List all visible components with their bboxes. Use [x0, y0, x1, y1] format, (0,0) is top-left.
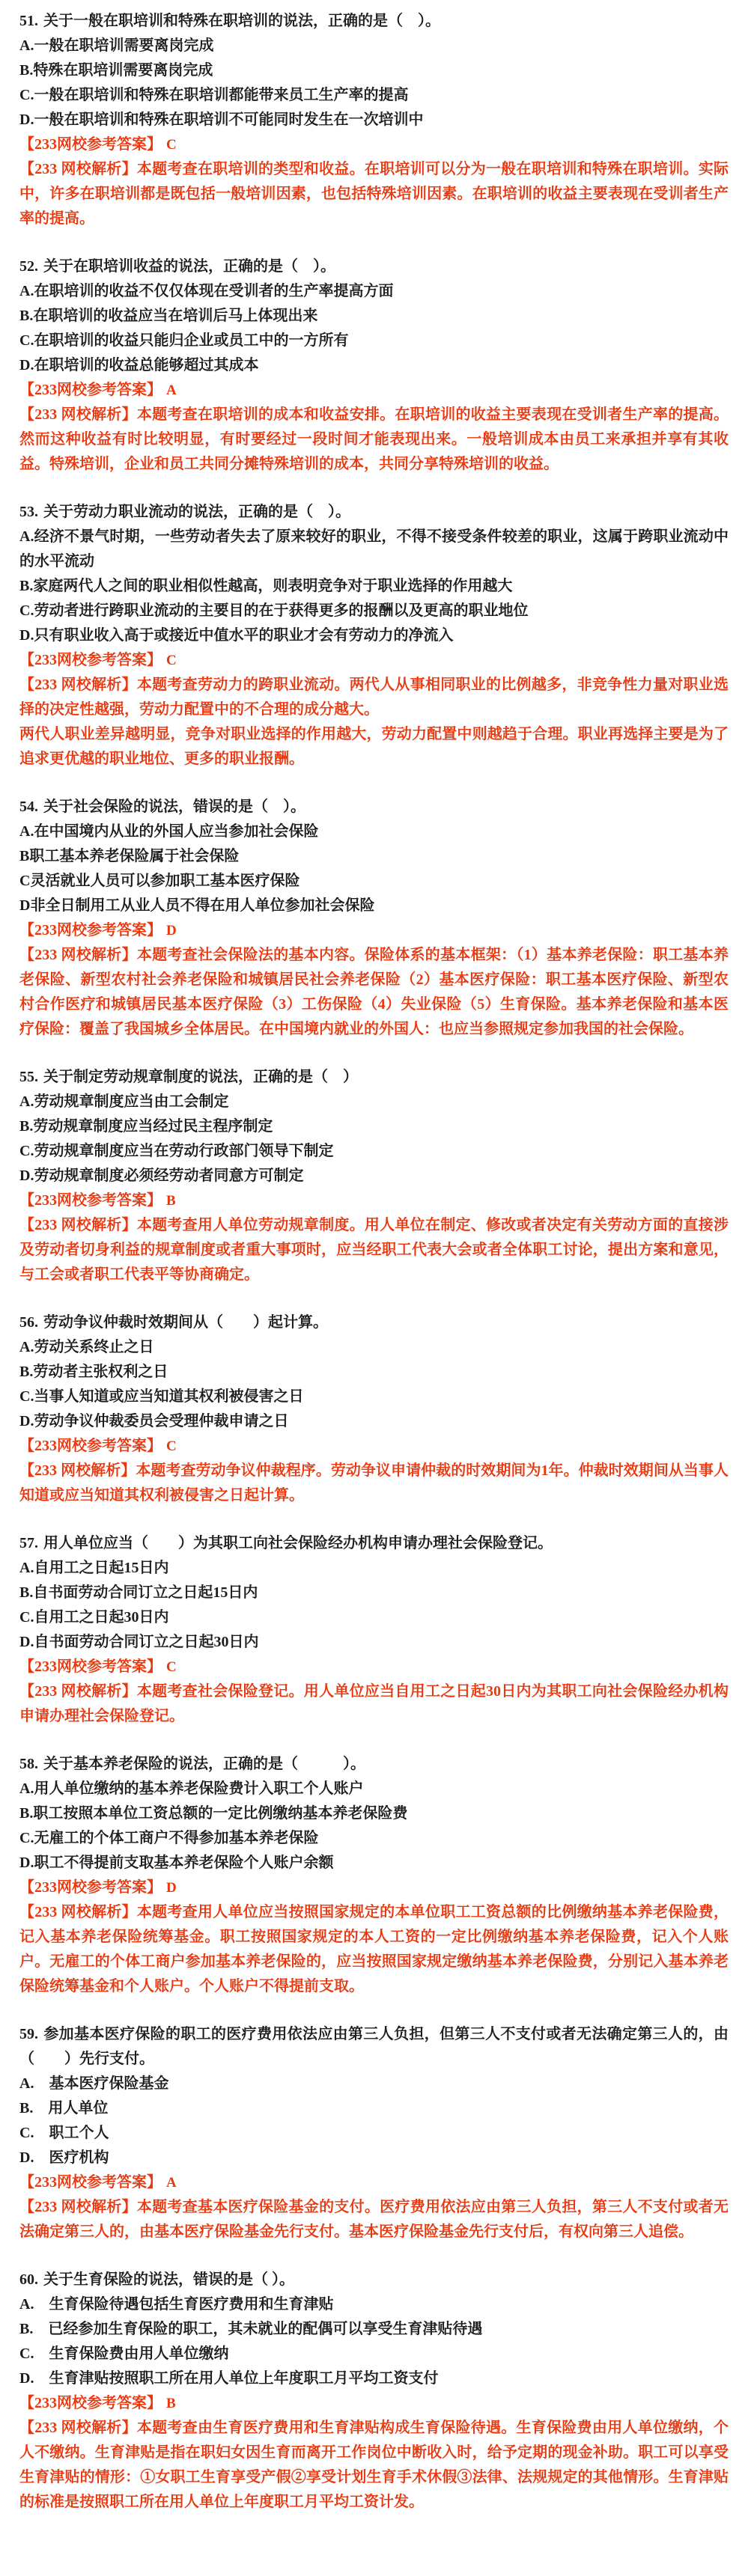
analysis-label: 【233 网校解析】 — [19, 1462, 136, 1479]
analysis-paragraph — [19, 2416, 729, 2515]
analysis-label: 【233 网校解析】 — [19, 947, 137, 963]
question-block-58 — [19, 1752, 729, 1999]
question-block-54 — [19, 795, 729, 1042]
question-number: 59. — [19, 2026, 38, 2042]
option-a: A.劳动关系终止之日 — [19, 1339, 154, 1355]
analysis-text: 本题考查基本医疗保险基金的支付。医疗费用依法应由第三人负担，第三人不支付或者无法确定第三人的，由基本医疗保险基金先行支付。基本医疗保险基金先行支付后，有权向第三人追偿。 — [19, 2199, 729, 2240]
question-text: 劳动争议仲裁时效期间从（ ）起计算。 — [43, 1314, 328, 1331]
option-a: A.在职培训的收益不仅仅体现在受训者的生产率提高方面 — [19, 283, 394, 299]
option-b: B职工基本养老保险属于社会保险 — [19, 848, 240, 864]
analysis-text: 本题考查用人单位应当按照国家规定的本单位职工工资总额的比例缴纳基本养老保险费，记入基本养老保险统筹基金。职工按照国家规定的本人工资的一定比例缴纳基本养老保险费，记入个人账户。无雇工的个体工商户参加基本养老保险的，应当按照国家规定缴纳基本养老保险费，分别记入基本养老保险统筹基金和个人账户。个人账户不得提前支取。 — [19, 1904, 729, 1994]
answer-value: D — [166, 1880, 177, 1896]
answer-value: D — [166, 923, 177, 938]
question-number: 57. — [19, 1535, 38, 1551]
answer-value: C — [166, 653, 177, 668]
analysis-text: 本题考查社会保险法的基本内容。保险体系的基本框架：（1）基本养老保险：职工基本养老保险、新型农村社会养老保险和城镇居民社会养老保险（2）基本医疗保险：职工基本医疗保险、新型农村合作医疗和城镇居民基本医疗保险（3）工伤保险（4）失业保险（5）生育保险。基本养老保险和基本医疗保险：覆盖了我国城乡全体居民。在中国境内就业的外国人：也应当参照规定参加我国的社会保险。 — [19, 947, 729, 1037]
question-block-52 — [19, 254, 729, 477]
answer-label: 【233网校参考答案】 — [19, 652, 162, 668]
option-c: C. 生育保险费由用人单位缴纳 — [19, 2345, 229, 2362]
answer-label: 【233网校参考答案】 — [19, 2395, 162, 2411]
option-c: C.无雇工的个体工商户不得参加基本养老保险 — [19, 1830, 319, 1846]
option-c: C.在职培训的收益只能归企业或员工中的一方所有 — [19, 332, 349, 349]
analysis-paragraph — [19, 1900, 729, 1999]
option-d: D.职工不得提前支取基本养老保险个人账户余额 — [19, 1855, 334, 1871]
analysis-label: 【233 网校解析】 — [19, 2420, 137, 2436]
answer-value: C — [166, 1438, 177, 1454]
answer-line — [19, 1875, 729, 1900]
option-d: D.劳动规章制度必须经劳动者同意方可制定 — [19, 1168, 304, 1184]
option-b: B.特殊在职培训需要离岗完成 — [19, 62, 213, 79]
option-b: B.自书面劳动合同订立之日起15日内 — [19, 1584, 258, 1601]
question-text: 关于制定劳动规章制度的说法，正确的是（ ） — [43, 1069, 358, 1085]
analysis-paragraph — [19, 1679, 729, 1729]
answer-label: 【233网校参考答案】 — [19, 1879, 162, 1896]
option-b: B.在职培训的收益应当在培训后马上体现出来 — [19, 308, 318, 324]
answer-value: A — [166, 2175, 177, 2191]
analysis-text: 本题考查社会保险登记。用人单位应当自用工之日起30日内为其职工向社会保险经办机构申请办理社会保险登记。 — [19, 1683, 729, 1724]
question-block-59 — [19, 2022, 729, 2244]
option-d: D.自书面劳动合同订立之日起30日内 — [19, 1634, 259, 1650]
question-number: 58. — [19, 1756, 38, 1772]
question-block-57 — [19, 1531, 729, 1729]
option-b: B. 用人单位 — [19, 2100, 109, 2116]
analysis-paragraph — [19, 2195, 729, 2244]
answer-value: A — [166, 382, 177, 398]
analysis-label: 【233 网校解析】 — [19, 1904, 137, 1920]
analysis-paragraph — [19, 403, 729, 477]
question-block-51 — [19, 9, 729, 231]
answer-label: 【233网校参考答案】 — [19, 2174, 162, 2191]
option-d: D. 医疗机构 — [19, 2149, 109, 2166]
analysis-text: 本题考查用人单位劳动规章制度。用人单位在制定、修改或者决定有关劳动方面的直接涉及劳动者切身利益的规章制度或者重大事项时，应当经职工代表大会或者全体职工讨论，提出方案和意见，与工会或者职工代表平等协商确定。 — [19, 1217, 729, 1283]
answer-value: B — [166, 1193, 176, 1209]
question-stem — [19, 2022, 729, 2072]
question-stem — [19, 1065, 729, 1090]
option-c: C.自用工之日起30日内 — [19, 1609, 169, 1626]
option-a: A. 生育保险待遇包括生育医疗费用和生育津贴 — [19, 2296, 334, 2313]
analysis-paragraph: 两代人职业差异越明显，竞争对职业选择的作用越大，劳动力配置中则越趋于合理。职业再选择主要是为了追求更优越的职业地位、更多的职业报酬。 — [19, 726, 729, 767]
question-number: 51. — [19, 13, 38, 29]
answer-value: B — [166, 2396, 176, 2411]
analysis-paragraph — [19, 943, 729, 1042]
analysis-label: 【233 网校解析】 — [19, 1217, 137, 1233]
answer-value: C — [166, 137, 177, 153]
analysis-text: 本题考查由生育医疗费用和生育津贴构成生育保险待遇。生育保险费由用人单位缴纳，个人不缴纳。生育津贴是指在职妇女因生育而离开工作岗位中断收入时，给予定期的现金补助。职工可以享受生育津贴的情形：①女职工生育享受产假②享受计划生育手术休假③法律、法规规定的其他情形。生育津贴的标准是按照职工所在用人单位上年度职工月平均工资计发。 — [19, 2420, 729, 2510]
option-a: A.一般在职培训需要离岗完成 — [19, 37, 214, 54]
analysis-label: 【233 网校解析】 — [19, 677, 137, 693]
option-a: A.自用工之日起15日内 — [19, 1560, 169, 1576]
question-text: 关于在职培训收益的说法，正确的是（ ）。 — [43, 258, 335, 275]
answer-label: 【233网校参考答案】 — [19, 1658, 162, 1675]
answer-label: 【233网校参考答案】 — [19, 1438, 162, 1454]
option-d: D.只有职业收入高于或接近中值水平的职业才会有劳动力的净流入 — [19, 627, 454, 644]
answer-label: 【233网校参考答案】 — [19, 136, 162, 153]
option-b: B.劳动规章制度应当经过民主程序制定 — [19, 1118, 273, 1135]
option-b: B.劳动者主张权利之日 — [19, 1364, 168, 1380]
analysis-label: 【233 网校解析】 — [19, 161, 137, 177]
option-a: A.在中国境内从业的外国人应当参加社会保险 — [19, 823, 319, 840]
answer-line — [19, 1655, 729, 1679]
answer-value: C — [166, 1659, 177, 1675]
question-stem — [19, 1310, 729, 1335]
question-number: 55. — [19, 1069, 38, 1085]
answer-line — [19, 1434, 729, 1459]
question-text: 关于劳动力职业流动的说法，正确的是（ ）。 — [43, 504, 350, 520]
analysis-text: 本题考查劳动争议仲裁程序。劳动争议申请仲裁的时效期间为1年。仲裁时效期间从当事人知道或应当知道其权利被侵害之日起计算。 — [19, 1462, 729, 1504]
option-c: C.当事人知道或应当知道其权利被侵害之日 — [19, 1388, 304, 1405]
answer-line — [19, 648, 729, 673]
analysis-text: 本题考查在职培训的类型和收益。在职培训可以分为一般在职培训和特殊在职培训。实际中，许多在职培训都是既包括一般培训因素，也包括特殊培训因素。在职培训的收益主要表现在受训者生产率的提高。 — [19, 161, 729, 227]
answer-line — [19, 378, 729, 403]
question-number: 56. — [19, 1314, 38, 1331]
option-a: A.经济不景气时期，一些劳动者失去了原来较好的职业，不得不接受条件较差的职业，这属于跨职业流动中的水平流动 — [19, 528, 729, 570]
question-number: 53. — [19, 504, 38, 520]
answer-line — [19, 918, 729, 943]
option-a: A.劳动规章制度应当由工会制定 — [19, 1093, 229, 1110]
analysis-paragraph — [19, 157, 729, 231]
question-text: 参加基本医疗保险的职工的医疗费用依法应由第三人负担，但第三人不支付或者无法确定第三人的，由（ ）先行支付。 — [19, 2026, 729, 2067]
option-c: C. 职工个人 — [19, 2125, 109, 2141]
option-d: D. 生育津贴按照职工所在用人单位上年度职工月平均工资支付 — [19, 2370, 439, 2387]
option-b: B.家庭两代人之间的职业相似性越高，则表明竞争对于职业选择的作用越大 — [19, 578, 513, 594]
question-number: 60. — [19, 2271, 38, 2288]
question-number: 54. — [19, 799, 38, 815]
option-d: D非全日制用工从业人员不得在用人单位参加社会保险 — [19, 897, 375, 914]
analysis-paragraph — [19, 1213, 729, 1287]
answer-label: 【233网校参考答案】 — [19, 922, 162, 938]
analysis-label: 【233 网校解析】 — [19, 1683, 137, 1700]
question-block-60 — [19, 2268, 729, 2515]
question-stem — [19, 254, 729, 279]
option-a: A. 基本医疗保险基金 — [19, 2075, 169, 2092]
option-c: C.劳动者进行跨职业流动的主要目的在于获得更多的报酬以及更高的职业地位 — [19, 602, 529, 619]
answer-line — [19, 132, 729, 157]
question-stem — [19, 2268, 729, 2292]
analysis-paragraph — [19, 1459, 729, 1508]
analysis-label: 【233 网校解析】 — [19, 406, 137, 423]
analysis-text: 本题考查劳动力的跨职业流动。两代人从事相同职业的比例越多，非竞争性力量对职业选择的决定性越强，劳动力配置中的不合理的成分越大。 — [19, 677, 729, 718]
question-stem — [19, 795, 729, 820]
question-block-55 — [19, 1065, 729, 1287]
option-b: B.职工按照本单位工资总额的一定比例缴纳基本养老保险费 — [19, 1805, 408, 1822]
question-text: 用人单位应当（ ）为其职工向社会保险经办机构申请办理社会保险登记。 — [43, 1535, 553, 1551]
analysis-label: 【233 网校解析】 — [19, 2199, 137, 2215]
question-stem — [19, 500, 729, 525]
question-stem — [19, 1752, 729, 1777]
question-block-56 — [19, 1310, 729, 1508]
answer-line — [19, 1188, 729, 1213]
answer-label: 【233网校参考答案】 — [19, 382, 162, 398]
option-c: C.一般在职培训和特殊在职培训都能带来员工生产率的提高 — [19, 87, 409, 103]
option-c: C灵活就业人员可以参加职工基本医疗保险 — [19, 873, 300, 889]
analysis-paragraph — [19, 673, 729, 722]
answer-line — [19, 2391, 729, 2416]
question-text: 关于一般在职培训和特殊在职培训的说法，正确的是（ ）。 — [43, 13, 440, 29]
option-b: B. 已经参加生育保险的职工，其未就业的配偶可以享受生育津贴待遇 — [19, 2321, 483, 2337]
analysis-text: 本题考查在职培训的成本和收益安排。在职培训的收益主要表现在受训者生产率的提高。然而这种收益有时比较明显，有时要经过一段时间才能表现出来。一般培训成本由员工来承担并享有其收益。特殊培训，企业和员工共同分摊特殊培训的成本，共同分享特殊培训的收益。 — [19, 406, 729, 472]
question-text: 关于社会保险的说法，错误的是（ ）。 — [43, 799, 305, 815]
question-stem — [19, 1531, 729, 1556]
question-text: 关于基本养老保险的说法，正确的是（ ）。 — [43, 1756, 365, 1772]
question-block-53 — [19, 500, 729, 772]
question-number: 52. — [19, 258, 38, 275]
option-d: D.一般在职培训和特殊在职培训不可能同时发生在一次培训中 — [19, 112, 424, 128]
option-a: A.用人单位缴纳的基本养老保险费计入职工个人账户 — [19, 1780, 364, 1797]
option-d: D.在职培训的收益总能够超过其成本 — [19, 357, 259, 373]
option-c: C.劳动规章制度应当在劳动行政部门领导下制定 — [19, 1143, 334, 1159]
option-d: D.劳动争议仲裁委员会受理仲裁申请之日 — [19, 1413, 289, 1429]
answer-line — [19, 2170, 729, 2195]
question-text: 关于生育保险的说法，错误的是（ ）。 — [43, 2271, 294, 2288]
question-stem — [19, 9, 729, 34]
answer-label: 【233网校参考答案】 — [19, 1192, 162, 1209]
